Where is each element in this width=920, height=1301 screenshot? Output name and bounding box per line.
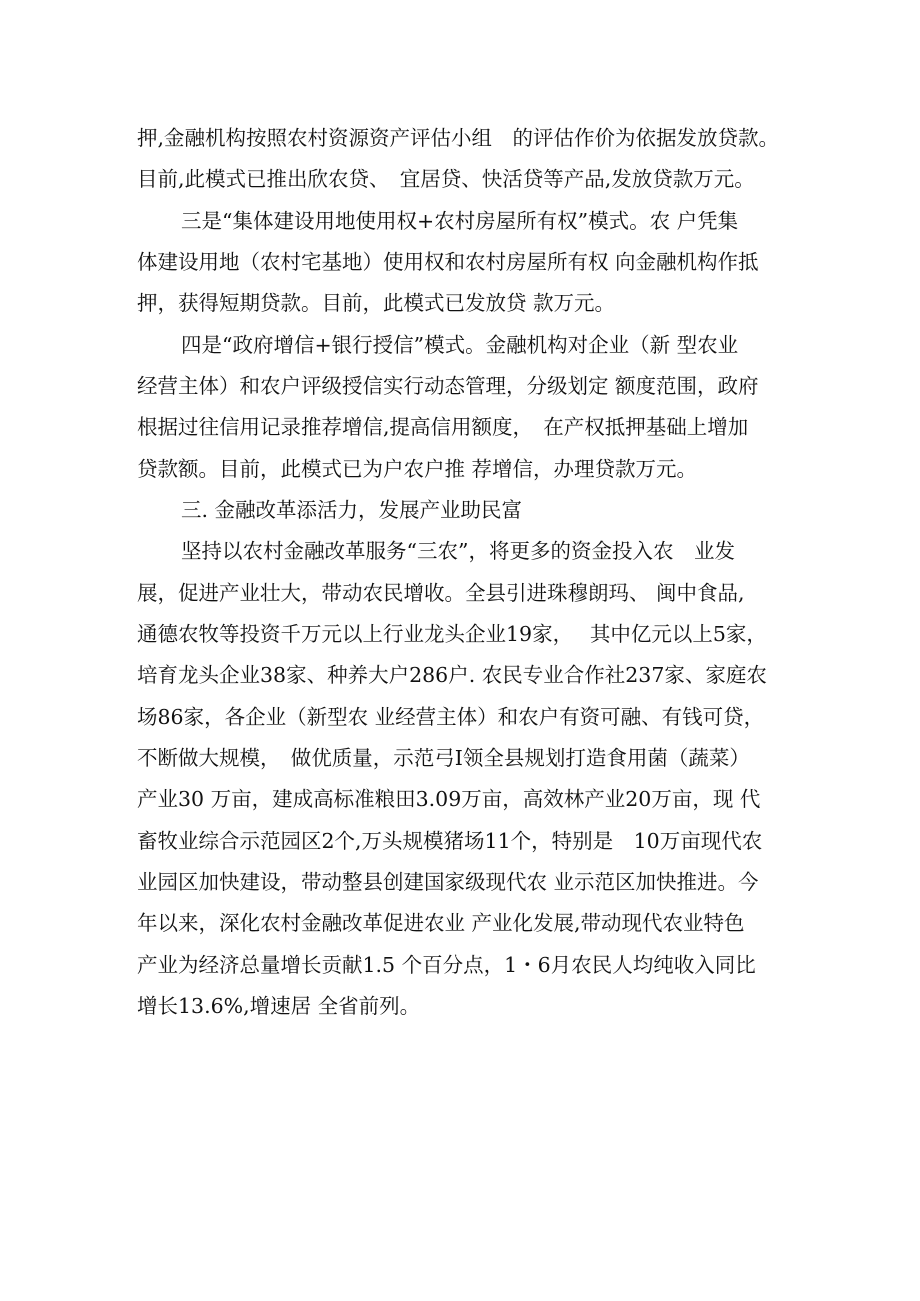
text-line: 展，促进产业壮大，带动农民增收。全县引进珠穆朗玛、 闽中食品, — [137, 581, 745, 605]
text-line: 产业为经济总量增长贡献1.5 个百分点，1・6月农民人均纯收入同比 — [137, 953, 756, 977]
text-line: 产业30 万亩，建成高标准粮田3.09万亩，高效林产业20万亩，现 代 — [137, 787, 761, 811]
text-line: 押，获得短期贷款。目前，此模式已发放贷 款万元。 — [137, 291, 616, 315]
text-line: 通德农牧等投资千万元以上行业龙头企业19家， 其中亿元以上5家， — [137, 622, 767, 646]
text-line: 业园区加快建设，带动整县创建国家级现代农 业示范区加快推进。今 — [137, 870, 759, 894]
text-line: 坚持以农村金融改革服务“三农”，将更多的资金投入农 业发 — [181, 539, 735, 563]
text-line: 年以来，深化农村金融改革促进农业 产业化发展,带动现代农业特色 — [137, 911, 745, 935]
text-line: 体建设用地（农村宅基地）使用权和农村房屋所有权 向金融机构作抵 — [137, 250, 759, 274]
text-line: 三是“集体建设用地使用权+农村房屋所有权”模式。农 户凭集 — [181, 209, 739, 233]
text-line: 贷款额。目前，此模式已为户农户推 荐增信，办理贷款万元。 — [137, 457, 698, 481]
text-line: 场86家，各企业（新型农 业经营主体）和农户有资可融、有钱可贷， — [137, 705, 765, 729]
text-line: 目前,此模式已推出欣农贷、 宜居贷、快活贷等产品,发放贷款万元。 — [137, 167, 755, 191]
text-line: 畜牧业综合示范园区2个,万头规模猪场11个，特别是 10万亩现代农 — [137, 829, 763, 853]
text-line: 经营主体）和农户评级授信实行动态管理，分级划定 额度范围，政府 — [137, 374, 759, 398]
text-line: 四是“政府增信+银行授信”模式。金融机构对企业（新 型农业 — [181, 333, 739, 357]
section-heading: 三. 金融改革添活力，发展产业助民富 — [181, 498, 523, 522]
text-line: 押,金融机构按照农村资源资产评估小组 的评估作价为依据发放贷款。 — [137, 126, 780, 150]
text-line: 培育龙头企业38家、种养大户286户. 农民专业合作社237家、家庭农 — [137, 663, 767, 687]
text-line: 根据过往信用记录推荐增信,提高信用额度， 在产权抵押基础上增加 — [137, 415, 749, 439]
text-line: 不断做大规模， 做优质量，示范弓I领全县规划打造食用菌（蔬菜） — [137, 746, 750, 770]
text-line: 增长13.6%,增速居 全省前列。 — [137, 994, 421, 1018]
